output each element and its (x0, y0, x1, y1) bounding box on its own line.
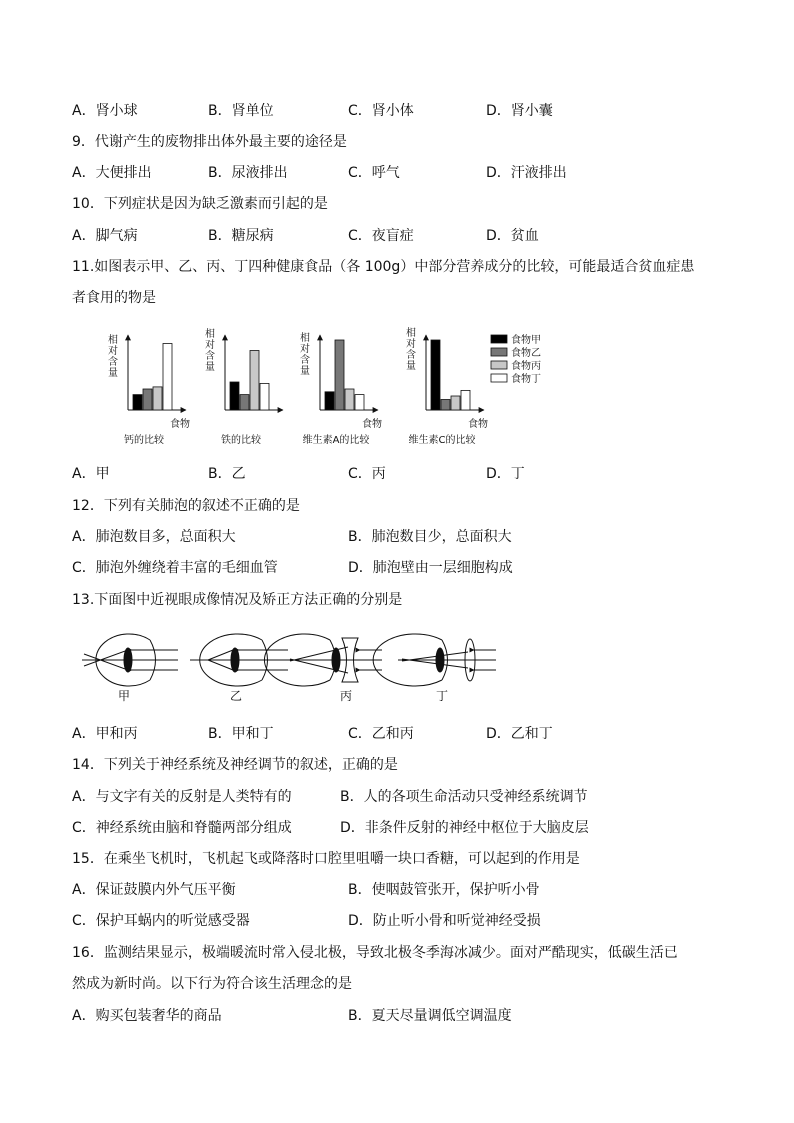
q12-option-b[interactable]: B．肺泡数目少，总面积大 (348, 529, 512, 545)
legend-label-1: 食物甲 (511, 335, 541, 346)
chart-1-title: 钙的比较 (124, 435, 164, 446)
q14-option-c[interactable]: C．神经系统由脑和脊髓两部分组成 (72, 820, 292, 836)
chart-3-ylabel-char: 含 (300, 355, 310, 366)
q13-option-b[interactable]: B．甲和丁 (208, 726, 274, 742)
q9-option-c[interactable]: C．呼气 (348, 165, 400, 181)
q14-option-a[interactable]: A．与文字有关的反射是人类特有的 (72, 789, 292, 805)
eye-diagram-jia (82, 634, 178, 686)
eye-label-bing: 丙 (340, 689, 353, 703)
chart-1-ylabel-char: 对 (108, 346, 118, 357)
q15-stem: 15．在乘坐飞机时，飞机起飞或降落时口腔里咀嚼一块口香糖，可以起到的作用是 (72, 851, 580, 867)
chart-2-ylabel-char: 对 (205, 340, 215, 351)
chart-2-title: 铁的比较 (221, 435, 261, 446)
q16-option-b[interactable]: B．夏天尽量调低空调温度 (348, 1008, 512, 1024)
q15-option-c[interactable]: C．保护耳蜗内的听觉感受器 (72, 913, 250, 929)
q14-stem: 14．下列关于神经系统及神经调节的叙述，正确的是 (72, 757, 398, 773)
chart-4-xlabel: 食物 (468, 419, 488, 430)
q9-stem: 9．代谢产生的废物排出体外最主要的途径是 (72, 134, 347, 150)
chart-2-ylabel-char: 含 (205, 351, 215, 362)
q10-option-d[interactable]: D．贫血 (486, 228, 539, 244)
eye-label-yi: 乙 (230, 689, 243, 703)
q10-option-a[interactable]: A．脚气病 (72, 228, 138, 244)
chart-1-ylabel-char: 量 (108, 368, 118, 379)
chart-1-xlabel: 食物 (170, 419, 190, 430)
q16-stem-line2: 然成为新时尚。以下行为符合该生活理念的是 (72, 976, 352, 992)
q12-option-d[interactable]: D．肺泡壁由一层细胞构成 (348, 560, 513, 576)
chart-4-ylabel-char: 量 (406, 361, 416, 372)
chart-1-ylabel-char: 相 (108, 335, 118, 346)
eye-diagram-yi (190, 634, 288, 686)
q10-option-b[interactable]: B．糖尿病 (208, 228, 274, 244)
q13-option-d[interactable]: D．乙和丁 (486, 726, 553, 742)
q16-option-a[interactable]: A．购买包装奢华的商品 (72, 1008, 222, 1024)
q13-option-c[interactable]: C．乙和丙 (348, 726, 414, 742)
q8-option-c[interactable]: C．肾小体 (348, 103, 414, 119)
q14-option-b[interactable]: B．人的各项生命活动只受神经系统调节 (340, 789, 588, 805)
eye-label-jia: 甲 (118, 689, 131, 703)
chart-3-title: 维生素A的比较 (302, 435, 370, 446)
q14-option-d[interactable]: D．非条件反射的神经中枢位于大脑皮层 (340, 820, 589, 836)
q11-stem-line1: 11.如图表示甲、乙、丙、丁四种健康食品（各 100g）中部分营养成分的比较，可能最适合贫血症患 (72, 259, 695, 275)
chart-1-ylabel-char: 含 (108, 357, 118, 368)
q11-option-b[interactable]: B．乙 (208, 466, 246, 482)
q10-stem: 10．下列症状是因为缺乏激素而引起的是 (72, 196, 328, 212)
q9-option-a[interactable]: A．大便排出 (72, 165, 152, 181)
chart-2-ylabel-char: 量 (205, 362, 215, 373)
q12-option-c[interactable]: C．肺泡外缠绕着丰富的毛细血管 (72, 560, 278, 576)
q15-option-a[interactable]: A．保证鼓膜内外气压平衡 (72, 882, 236, 898)
q12-option-a[interactable]: A．肺泡数目多，总面积大 (72, 529, 236, 545)
chart-4-ylabel-char: 含 (406, 350, 416, 361)
chart-4-title: 维生素C的比较 (408, 435, 476, 446)
q8-option-d[interactable]: D．肾小囊 (486, 103, 553, 119)
q9-option-b[interactable]: B．尿液排出 (208, 165, 288, 181)
q13-option-a[interactable]: A．甲和丙 (72, 726, 138, 742)
q9-option-d[interactable]: D．汗液排出 (486, 165, 567, 181)
q10-option-c[interactable]: C．夜盲症 (348, 228, 414, 244)
q16-stem-line1: 16．监测结果显示，极端暖流时常入侵北极，导致北极冬季海冰减少。面对严酷现实，低碳生活已 (72, 945, 678, 961)
q11-option-a[interactable]: A．甲 (72, 466, 110, 482)
q15-option-b[interactable]: B．使咽鼓管张开，保护听小骨 (348, 882, 540, 898)
legend-label-2: 食物乙 (511, 348, 541, 359)
q11-option-d[interactable]: D．丁 (486, 466, 525, 482)
eye-label-ding: 丁 (436, 689, 449, 703)
q8-option-b[interactable]: B．肾单位 (208, 103, 274, 119)
legend-label-3: 食物丙 (511, 361, 541, 372)
chart-3-ylabel-char: 相 (300, 333, 310, 344)
chart-4-ylabel-char: 对 (406, 339, 416, 350)
q11-stem-line2: 者食用的物是 (72, 290, 156, 306)
chart-3-ylabel-char: 量 (300, 366, 310, 377)
q8-option-a[interactable]: A．肾小球 (72, 103, 138, 119)
legend-label-4: 食物丁 (511, 374, 541, 385)
q11-option-c[interactable]: C．丙 (348, 466, 386, 482)
chart-2-ylabel-char: 相 (205, 329, 215, 340)
q12-stem: 12．下列有关肺泡的叙述不正确的是 (72, 498, 300, 514)
q13-stem: 13.下面图中近视眼成像情况及矫正方法正确的分别是 (72, 592, 403, 608)
chart-3-xlabel: 食物 (362, 419, 382, 430)
chart-3-ylabel-char: 对 (300, 344, 310, 355)
chart-4-ylabel-char: 相 (406, 328, 416, 339)
eye-diagram-ding (373, 634, 496, 686)
q15-option-d[interactable]: D．防止听小骨和听觉神经受损 (348, 913, 541, 929)
